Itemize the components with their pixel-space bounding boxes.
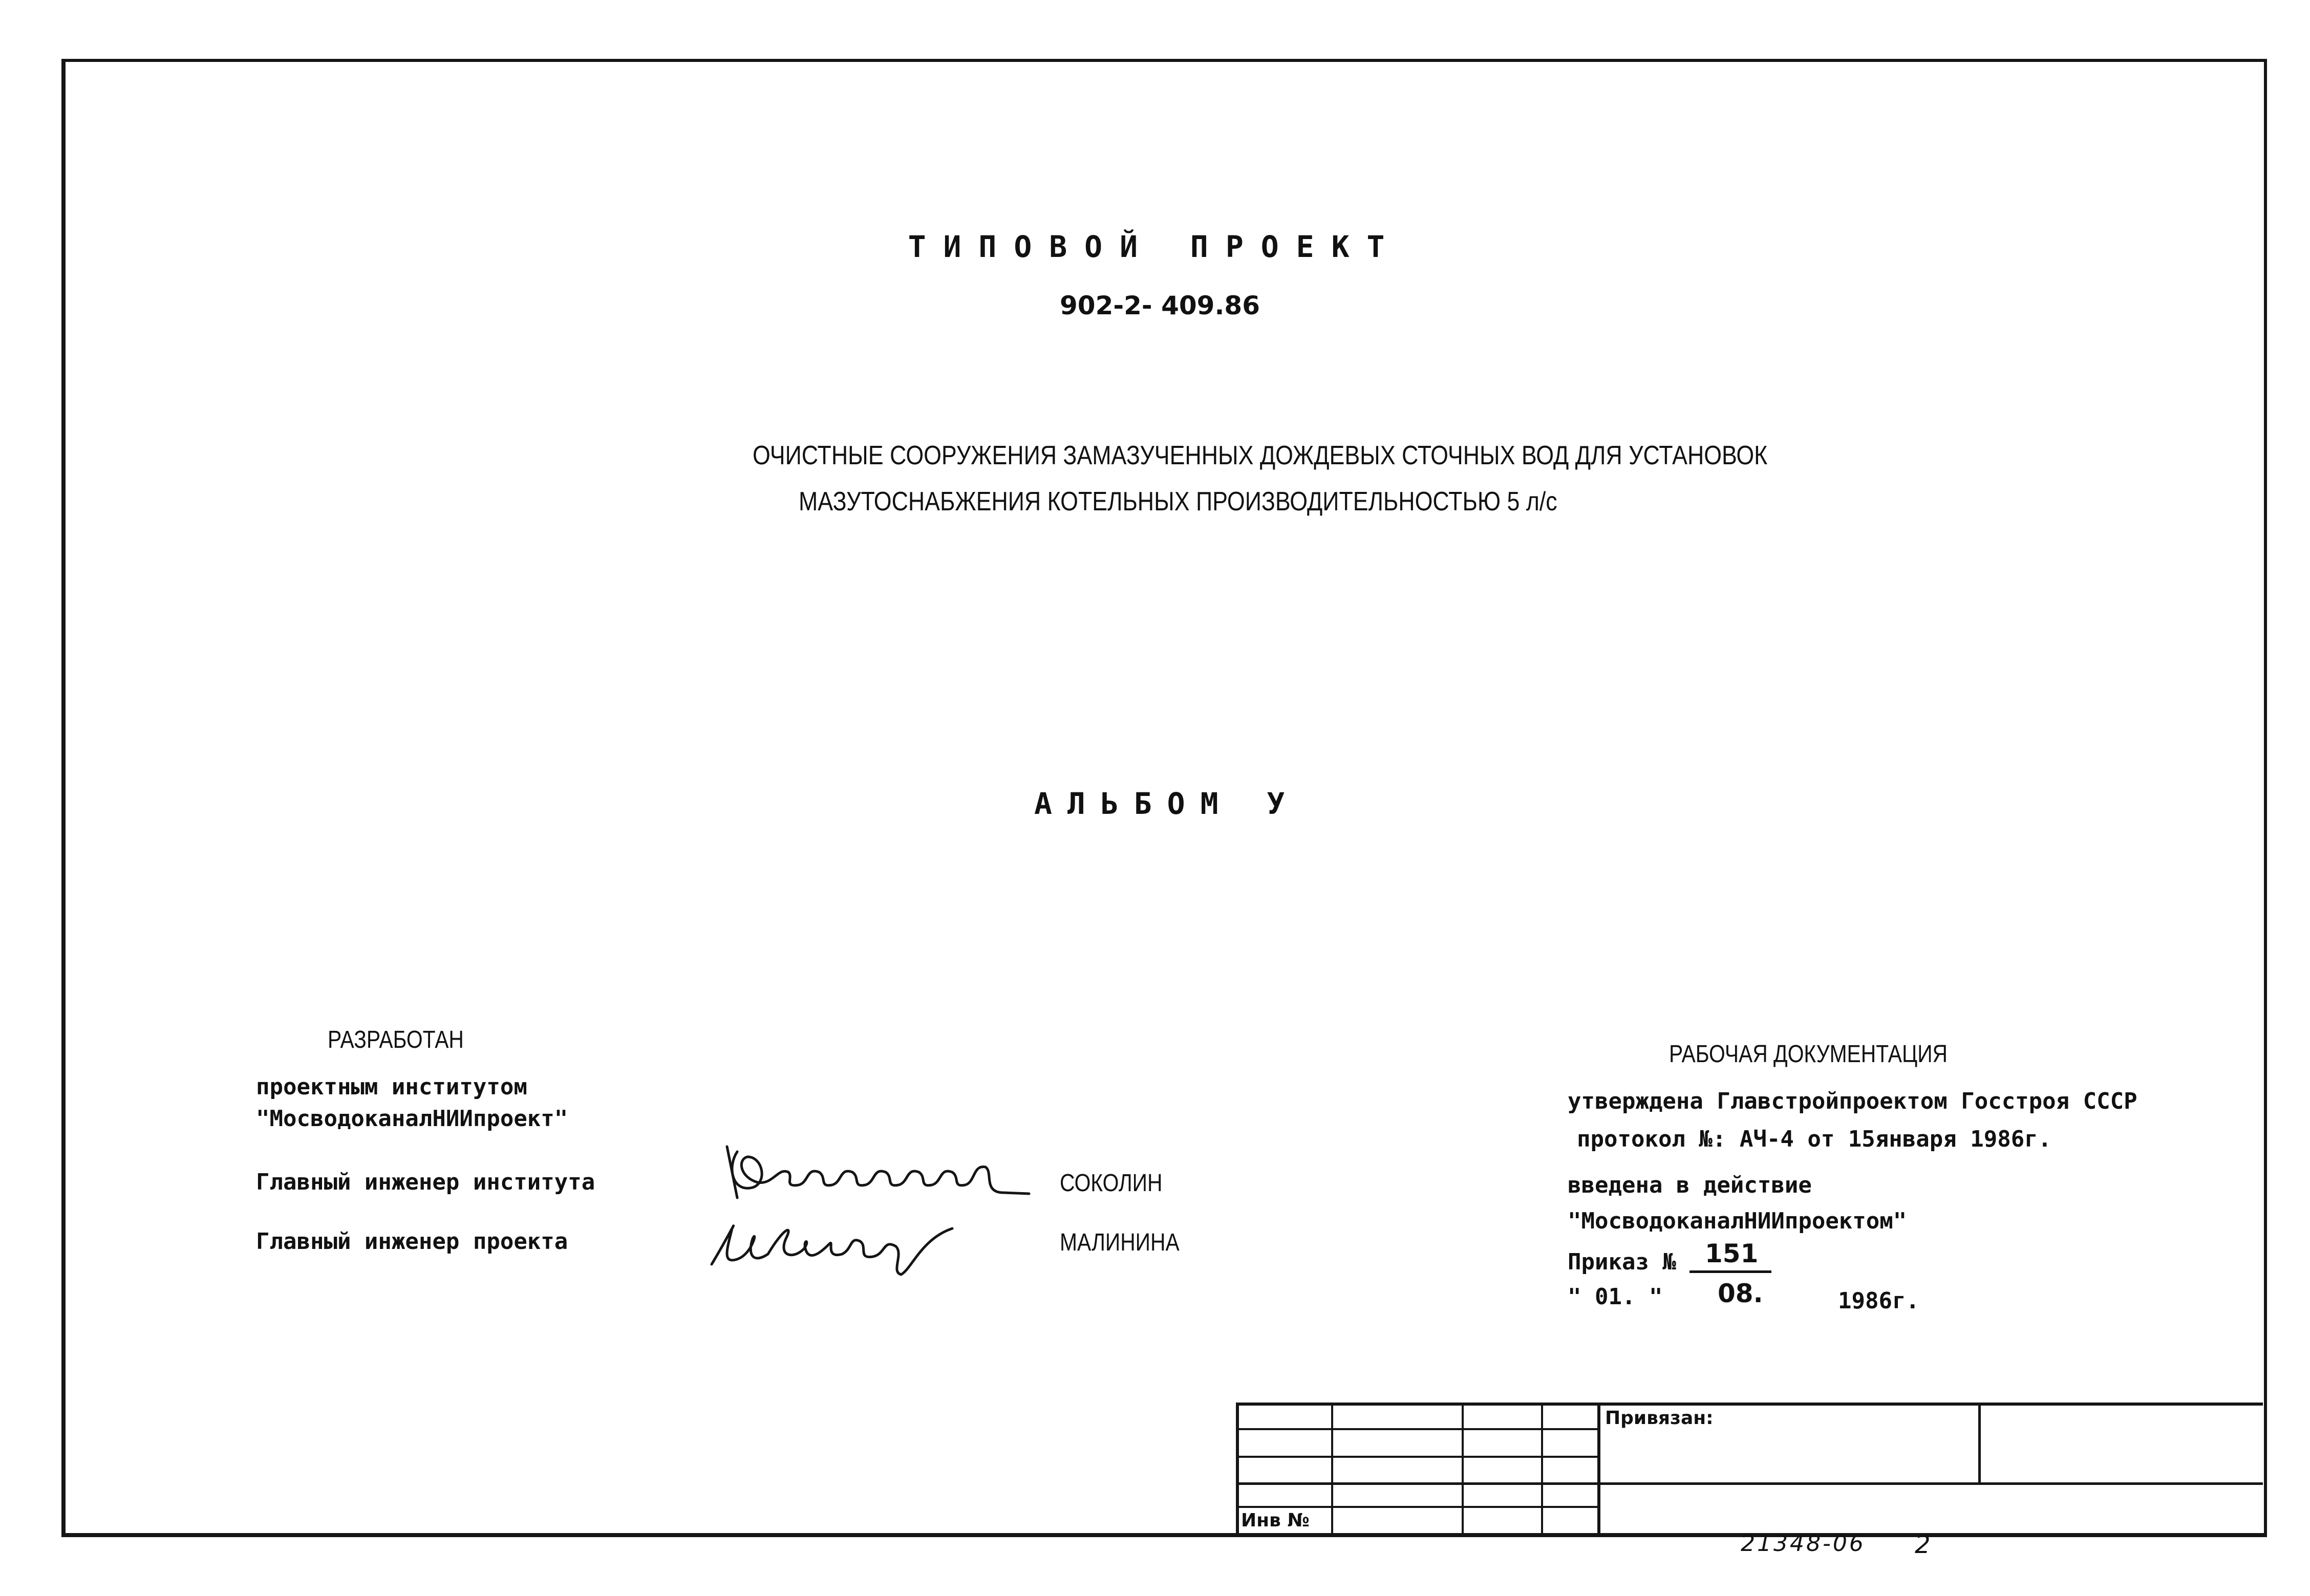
order-year: 1986г. — [1838, 1288, 1919, 1314]
chief-engineer-institute-name: СОКОЛИН — [1060, 1170, 1163, 1197]
order-number: 151 — [1705, 1239, 1759, 1268]
order-month: 08. — [1718, 1279, 1763, 1308]
album-label: АЛЬБОМ У — [1034, 786, 1300, 821]
chief-engineer-project-label: Главный инженер проекта — [256, 1228, 568, 1255]
approval-heading: РАБОЧАЯ ДОКУМЕНТАЦИЯ — [1669, 1041, 1948, 1068]
developer-institute-line-1: проектным институтом — [256, 1074, 527, 1100]
chief-engineer-institute-label: Главный инженер института — [256, 1169, 595, 1195]
chief-engineer-project-name: МАЛИНИНА — [1060, 1229, 1180, 1256]
project-code: 902-2- 409.86 — [1060, 291, 1260, 320]
stamp-page: 2 — [1915, 1530, 1931, 1559]
title-block-bound-label: Привязан: — [1605, 1408, 1714, 1429]
order-date-prefix: " 01. " — [1568, 1284, 1663, 1310]
approval-introduced-line-2: "МосводоканалНИИпроектом" — [1568, 1208, 1907, 1234]
developer-heading: РАЗРАБОТАН — [328, 1026, 464, 1053]
approval-approved-line: утверждена Главстройпроектом Госстроя СССР — [1568, 1088, 2137, 1114]
description-line-2: МАЗУТОСНАБЖЕНИЯ КОТЕЛЬНЫХ ПРОИЗВОДИТЕЛЬНОСТЬЮ 5 л/с — [799, 487, 1557, 516]
signature-sokolin — [717, 1136, 1034, 1208]
approval-introduced-line-1: введена в действие — [1568, 1172, 1812, 1198]
document-title: ТИПОВОЙ ПРОЕКТ — [908, 229, 1402, 264]
approval-protocol-line: протокол №: АЧ-4 от 15января 1986г. — [1577, 1126, 2052, 1152]
order-number-underline — [1689, 1270, 1771, 1273]
developer-institute-line-2: "МосводоканалНИИпроект" — [256, 1106, 568, 1132]
description-line-1: ОЧИСТНЫЕ СООРУЖЕНИЯ ЗАМАЗУЧЕННЫХ ДОЖДЕВЫХ СТОЧНЫХ ВОД ДЛЯ УСТАНОВОК — [753, 441, 1768, 470]
signature-malinina — [696, 1208, 963, 1280]
stamp-number: 21348-06 — [1741, 1530, 1866, 1557]
order-label: Приказ № — [1568, 1249, 1676, 1275]
title-block-inventory-label: Инв № — [1241, 1510, 1310, 1531]
